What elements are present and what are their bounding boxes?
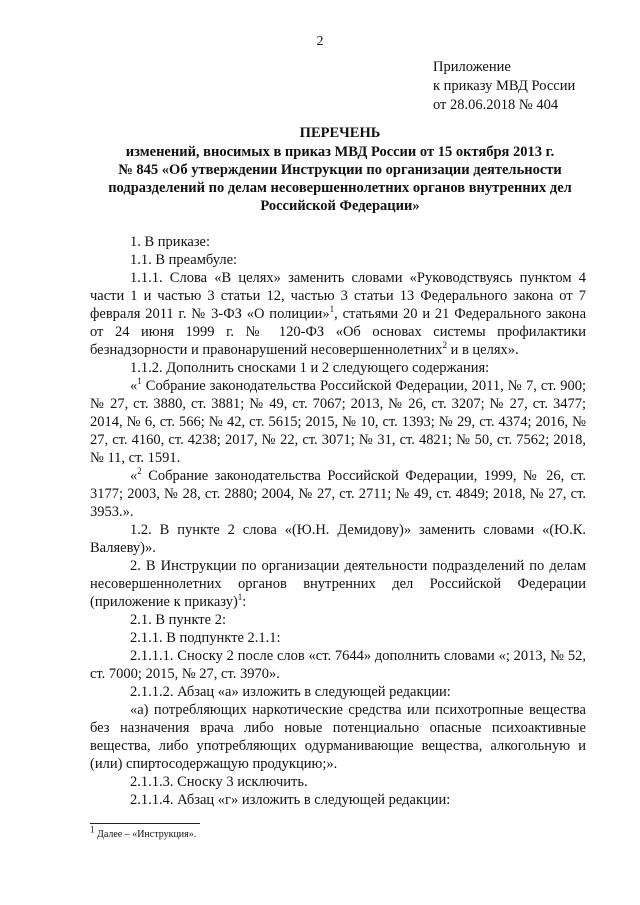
paragraph: 1. В приказе: (130, 234, 211, 250)
paragraph (90, 557, 586, 611)
appendix-line: к приказу МВД России (433, 78, 576, 94)
text-run: Собрание законодательства Российской Федерации, 1999, № 26, ст. 3177; 2003, № 28, ст. 2880; 2004, № 27, ст. 2711; № 49, ст. 4849; 2018, № 27, ст. 3953.». (90, 468, 586, 520)
appendix-line: от 28.06.2018 № 404 (433, 97, 559, 113)
text-run: 2. В Инструкции по организации деятельности подразделений по делам несовершеннолетних органов внутренних дел Российской Федерации (приложение к приказу) (90, 558, 586, 610)
text-run: « (130, 468, 138, 484)
paragraph: 2.1.1. В подпункте 2.1.1: (130, 630, 281, 646)
text-run: 1.1.1. Слова «В целях» заменить словами «Руководствуясь пунктом 4 части 1 и частью 3 статьи 12, частью 3 статьи 13 Федерального закона от 7 февраля 2011 г. № 3-ФЗ «О полиции» (90, 270, 586, 322)
paragraph (90, 467, 586, 521)
paragraph (90, 377, 586, 467)
appendix-block (433, 58, 575, 115)
paragraph: 2.1.1.3. Сноску 3 исключить. (130, 774, 308, 790)
footnote-separator (90, 823, 200, 824)
footnote-ref: 2 (137, 466, 142, 477)
footnote-ref: 1 (137, 376, 142, 387)
paragraph (90, 269, 586, 359)
title-line: № 845 «Об утверждении Инструкции по организации деятельности (118, 162, 562, 178)
title-line: изменений, вносимых в приказ МВД России от 15 октября 2013 г. (125, 144, 555, 160)
paragraph: 2.1. В пункте 2: (130, 612, 226, 628)
page-number: 2 (316, 34, 324, 49)
paragraph: 1.2. В пункте 2 слова «(Ю.Н. Демидову)» заменить словами «(Ю.К. Валяеву)». (90, 522, 586, 556)
title-line: Российской Федерации» (260, 198, 420, 214)
footnote-ref: 2 (442, 340, 447, 351)
paragraph: 2.1.1.1. Сноску 2 после слов «ст. 7644» дополнить словами «; 2013, № 52, ст. 7000; 2015, № 27, ст. 3970». (90, 648, 586, 682)
text-run: и в целях». (446, 342, 519, 358)
appendix-line: Приложение (433, 59, 511, 75)
paragraph: 2.1.1.2. Абзац «а» изложить в следующей редакции: (130, 684, 451, 700)
text-run: , статьями 20 и 21 Федерального закона от 24 июня 1999 г. № 120-ФЗ «Об основах системы профилактики безнадзорности и правонарушений несовершеннолетних (90, 306, 586, 358)
footnote-mark: 1 (90, 824, 95, 835)
text-run: Собрание законодательства Российской Федерации, 2011, № 7, ст. 900; № 27, ст. 3880, ст. 3881; № 49, ст. 7067; 2013, № 26, ст. 3207; № 27, ст. 3477; 2014, № 6, ст. 566; № 42, ст. 5615; 2015, № 10, ст. 1393; № 29, ст. 4374; 2016, № 27, ст. 4160, ст. 4238; 2017, № 22, ст. 3071; № 31, ст. 4821; № 50, ст. 7562; 2018, № 11, ст. 1591. (90, 378, 586, 466)
title-line: подразделений по делам несовершеннолетних органов внутренних дел (108, 180, 572, 196)
text-run: « (130, 378, 138, 394)
document-title (90, 124, 590, 215)
paragraph: 1.1. В преамбуле: (130, 252, 238, 268)
document-body (90, 233, 586, 809)
footnote-text: Далее – «Инструкция». (94, 829, 197, 840)
footnote-ref: 1 (237, 592, 243, 603)
footnote (90, 824, 197, 840)
paragraph: 2.1.1.4. Абзац «г» изложить в следующей редакции: (130, 792, 451, 808)
text-run: : (242, 594, 247, 610)
paragraph: 1.1.2. Дополнить сносками 1 и 2 следующего содержания: (130, 360, 490, 376)
paragraph: «а) потребляющих наркотические средства или психотропные вещества без назначения врача либо новые потенциально опасные психоактивные вещества, либо употребляющих одурманивающие вещества, алкогольную и (или) спиртосодержащую продукцию;». (90, 702, 586, 772)
footnote-ref: 1 (329, 304, 335, 315)
title-heading: ПЕРЕЧЕНЬ (299, 125, 381, 141)
